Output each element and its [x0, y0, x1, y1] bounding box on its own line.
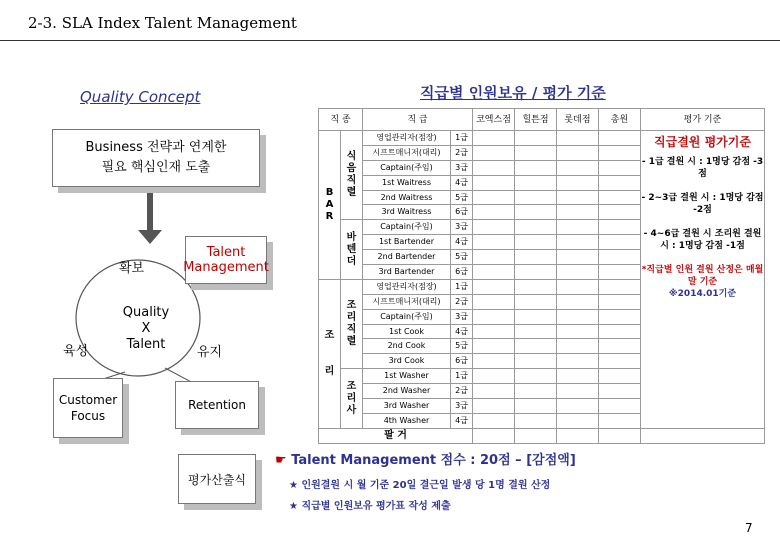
- total-cell[interactable]: [599, 324, 641, 339]
- criteria-heading: 직급결원 평가기준: [654, 135, 751, 149]
- coex-cell[interactable]: [473, 309, 515, 324]
- coex-cell[interactable]: [473, 369, 515, 384]
- header-coex: 코엑스점: [473, 109, 515, 131]
- acquisition-label: 확보: [119, 261, 145, 276]
- hilton-cell[interactable]: [515, 369, 557, 384]
- hilton-cell[interactable]: [515, 145, 557, 160]
- criteria-rule-1: - 1급 결원 시 : 1명당 감점 -3점: [641, 157, 764, 179]
- lotte-cell[interactable]: [557, 175, 599, 190]
- hilton-cell[interactable]: [515, 250, 557, 265]
- business-strategy-box: [52, 129, 260, 187]
- hilton-cell[interactable]: [515, 265, 557, 280]
- lotte-cell[interactable]: [557, 369, 599, 384]
- rank-cell: 영업관리자(점장): [363, 279, 451, 294]
- coex-cell[interactable]: [473, 145, 515, 160]
- table-title: 직급별 인원보유 / 평가 기준: [420, 84, 606, 102]
- grade-cell: 4급: [451, 175, 473, 190]
- hilton-cell[interactable]: [515, 279, 557, 294]
- lotte-cell[interactable]: [557, 265, 599, 280]
- coex-cell[interactable]: [473, 175, 515, 190]
- lotte-cell[interactable]: [557, 250, 599, 265]
- criteria-note: *직급별 인원 결원 산정은 매월 말 기준: [641, 265, 764, 287]
- lotte-cell[interactable]: [557, 309, 599, 324]
- rank-cell: Captain(주임): [363, 160, 451, 175]
- evaluation-formula-box: 평가산출식: [178, 454, 256, 504]
- quality-line-3: Talent: [126, 337, 166, 352]
- hilton-cell[interactable]: [515, 220, 557, 235]
- score-line: [275, 449, 576, 468]
- total-cell[interactable]: [599, 294, 641, 309]
- total-cell[interactable]: [599, 131, 641, 146]
- total-cell[interactable]: [599, 369, 641, 384]
- hilton-cell[interactable]: [515, 175, 557, 190]
- page-number: 7: [745, 521, 753, 535]
- hilton-cell[interactable]: [515, 339, 557, 354]
- rank-cell: 영업관리자(점장): [363, 131, 451, 146]
- customer-focus-box: [53, 378, 123, 438]
- score-rule-1: ★ 인원결원 시 월 기준 20일 결근일 발생 당 1명 결원 산정: [289, 480, 551, 491]
- criteria-footer-cell: [641, 428, 765, 443]
- group-cook: 조리직렬: [341, 279, 363, 368]
- rank-cell: 1st Waitress: [363, 175, 451, 190]
- group-kitchen-staff: 조리사: [341, 369, 363, 429]
- lotte-cell[interactable]: [557, 354, 599, 369]
- coex-cell[interactable]: [473, 131, 515, 146]
- lotte-cell[interactable]: [557, 131, 599, 146]
- total-cell[interactable]: [599, 309, 641, 324]
- lotte-cell[interactable]: [557, 384, 599, 399]
- retain-label: 유지: [197, 345, 223, 360]
- coex-cell[interactable]: [473, 294, 515, 309]
- coex-cell[interactable]: [473, 384, 515, 399]
- quality-talent-label: [110, 305, 182, 353]
- grade-cell: 1급: [451, 131, 473, 146]
- total-cell[interactable]: [599, 399, 641, 414]
- header-job-type: 직 종: [319, 109, 363, 131]
- grade-cell: 2급: [451, 384, 473, 399]
- total-cell[interactable]: [599, 265, 641, 280]
- grade-cell: 6급: [451, 265, 473, 280]
- coex-cell[interactable]: [473, 413, 515, 428]
- pointing-hand-icon: ☛: [275, 453, 287, 468]
- hilton-cell[interactable]: [515, 235, 557, 250]
- business-line-2: 필요 핵심인재 도출: [101, 160, 211, 175]
- rank-cell: 3rd Waitress: [363, 205, 451, 220]
- hilton-cell[interactable]: [515, 190, 557, 205]
- lotte-cell[interactable]: [557, 220, 599, 235]
- header-lotte: 롯데점: [557, 109, 599, 131]
- lotte-cell[interactable]: [557, 205, 599, 220]
- rank-cell: 1st Bartender: [363, 235, 451, 250]
- total-cell[interactable]: [599, 190, 641, 205]
- grade-cell: 3급: [451, 160, 473, 175]
- rank-cell: 3rd Washer: [363, 399, 451, 414]
- development-label: 육성: [63, 344, 89, 359]
- total-cell[interactable]: [599, 279, 641, 294]
- group-kitchen: 조 리: [319, 279, 341, 428]
- grade-cell: 3급: [451, 309, 473, 324]
- table-footer-label: 팔 거: [319, 428, 473, 443]
- criteria-rule-2: - 2~3급 결원 시 : 1명당 감점 -2점: [641, 193, 764, 215]
- grade-cell: 5급: [451, 339, 473, 354]
- grade-cell: 4급: [451, 324, 473, 339]
- rank-cell: 3rd Cook: [363, 354, 451, 369]
- rank-cell: 4th Washer: [363, 413, 451, 428]
- rank-cell: 1st Washer: [363, 369, 451, 384]
- table-footer-row: [319, 428, 765, 443]
- total-cell[interactable]: [599, 384, 641, 399]
- total-cell[interactable]: [599, 205, 641, 220]
- rank-cell: 2nd Bartender: [363, 250, 451, 265]
- talent-line-2: Management: [183, 260, 269, 275]
- coex-cell[interactable]: [473, 428, 515, 443]
- coex-cell[interactable]: [473, 235, 515, 250]
- rank-cell: 2nd Washer: [363, 384, 451, 399]
- total-cell[interactable]: [599, 339, 641, 354]
- hilton-cell[interactable]: [515, 428, 557, 443]
- rank-cell: Captain(주임): [363, 309, 451, 324]
- score-rule-2: ★ 직급별 인원보유 평가표 작성 제출: [289, 501, 451, 512]
- rank-cell: 1st Cook: [363, 324, 451, 339]
- group-bar: B A R: [319, 131, 341, 280]
- header-criteria: 평가 기준: [641, 109, 765, 131]
- total-cell[interactable]: [599, 220, 641, 235]
- hilton-cell[interactable]: [515, 160, 557, 175]
- rank-cell: 시프트매니저(대리): [363, 294, 451, 309]
- lotte-cell[interactable]: [557, 324, 599, 339]
- total-cell[interactable]: [599, 175, 641, 190]
- quality-concept-heading: Quality Concept: [80, 88, 201, 106]
- criteria-rule-3: - 4~6급 결원 시 조리원 결원 시 : 1명당 감점 -1점: [643, 229, 762, 251]
- rank-cell: 3rd Bartender: [363, 265, 451, 280]
- coex-cell[interactable]: [473, 354, 515, 369]
- customer-line-2: Focus: [70, 409, 106, 423]
- grade-cell: 3급: [451, 399, 473, 414]
- header-hilton: 힐튼점: [515, 109, 557, 131]
- group-food-service: 식음직렬: [341, 131, 363, 220]
- lotte-cell[interactable]: [557, 413, 599, 428]
- hilton-cell[interactable]: [515, 324, 557, 339]
- grade-cell: 5급: [451, 190, 473, 205]
- lotte-cell[interactable]: [557, 235, 599, 250]
- talent-grade-table: [318, 108, 765, 444]
- coex-cell[interactable]: [473, 220, 515, 235]
- lotte-cell[interactable]: [557, 279, 599, 294]
- coex-cell[interactable]: [473, 205, 515, 220]
- score-text: Talent Management 점수 : 20점 – [감점액]: [291, 453, 576, 468]
- page-title: 2-3. SLA Index Talent Management: [28, 14, 297, 32]
- grade-cell: 4급: [451, 413, 473, 428]
- rank-cell: 2nd Cook: [363, 339, 451, 354]
- talent-line-1: Talent: [206, 245, 246, 260]
- lotte-cell[interactable]: [557, 399, 599, 414]
- hilton-cell[interactable]: [515, 413, 557, 428]
- coex-cell[interactable]: [473, 265, 515, 280]
- total-cell[interactable]: [599, 250, 641, 265]
- total-cell[interactable]: [599, 235, 641, 250]
- talent-management-box: [185, 236, 267, 284]
- hilton-cell[interactable]: [515, 309, 557, 324]
- total-cell[interactable]: [599, 145, 641, 160]
- hilton-cell[interactable]: [515, 294, 557, 309]
- rank-cell: 시프트매니저(대리): [363, 145, 451, 160]
- rank-cell: Captain(주임): [363, 220, 451, 235]
- grade-cell: 6급: [451, 205, 473, 220]
- table-header-row: [319, 109, 765, 131]
- coex-cell[interactable]: [473, 250, 515, 265]
- rank-cell: 2nd Waitress: [363, 190, 451, 205]
- table-row: [319, 131, 765, 146]
- lotte-cell[interactable]: [557, 145, 599, 160]
- total-cell[interactable]: [599, 160, 641, 175]
- lotte-cell[interactable]: [557, 190, 599, 205]
- lotte-cell[interactable]: [557, 428, 599, 443]
- lotte-cell[interactable]: [557, 339, 599, 354]
- arrow-head-icon: [138, 230, 162, 244]
- customer-line-1: Customer: [58, 393, 118, 407]
- quality-line-1: Quality: [122, 305, 170, 320]
- grade-cell: 6급: [451, 354, 473, 369]
- hilton-cell[interactable]: [515, 354, 557, 369]
- group-bartender: 바텐더: [341, 220, 363, 280]
- grade-cell: 4급: [451, 235, 473, 250]
- coex-cell[interactable]: [473, 399, 515, 414]
- coex-cell[interactable]: [473, 190, 515, 205]
- lotte-cell[interactable]: [557, 160, 599, 175]
- grade-cell: 2급: [451, 294, 473, 309]
- coex-cell[interactable]: [473, 324, 515, 339]
- hilton-cell[interactable]: [515, 205, 557, 220]
- criteria-cell: [641, 131, 765, 429]
- hilton-cell[interactable]: [515, 399, 557, 414]
- hilton-cell[interactable]: [515, 131, 557, 146]
- criteria-date: ※2014.01기준: [668, 289, 737, 299]
- quality-line-2: X: [141, 321, 151, 336]
- coex-cell[interactable]: [473, 339, 515, 354]
- grade-cell: 1급: [451, 279, 473, 294]
- hilton-cell[interactable]: [515, 384, 557, 399]
- total-cell[interactable]: [599, 413, 641, 428]
- header-rank: 직 급: [363, 109, 473, 131]
- total-cell[interactable]: [599, 354, 641, 369]
- coex-cell[interactable]: [473, 279, 515, 294]
- grade-cell: 2급: [451, 145, 473, 160]
- business-line-1: Business 전략과 연계한: [85, 140, 227, 155]
- grade-cell: 3급: [451, 220, 473, 235]
- lotte-cell[interactable]: [557, 294, 599, 309]
- grade-cell: 5급: [451, 250, 473, 265]
- total-cell[interactable]: [599, 428, 641, 443]
- header-total: 총원: [599, 109, 641, 131]
- retention-box: Retention: [175, 381, 259, 429]
- grade-cell: 1급: [451, 369, 473, 384]
- coex-cell[interactable]: [473, 160, 515, 175]
